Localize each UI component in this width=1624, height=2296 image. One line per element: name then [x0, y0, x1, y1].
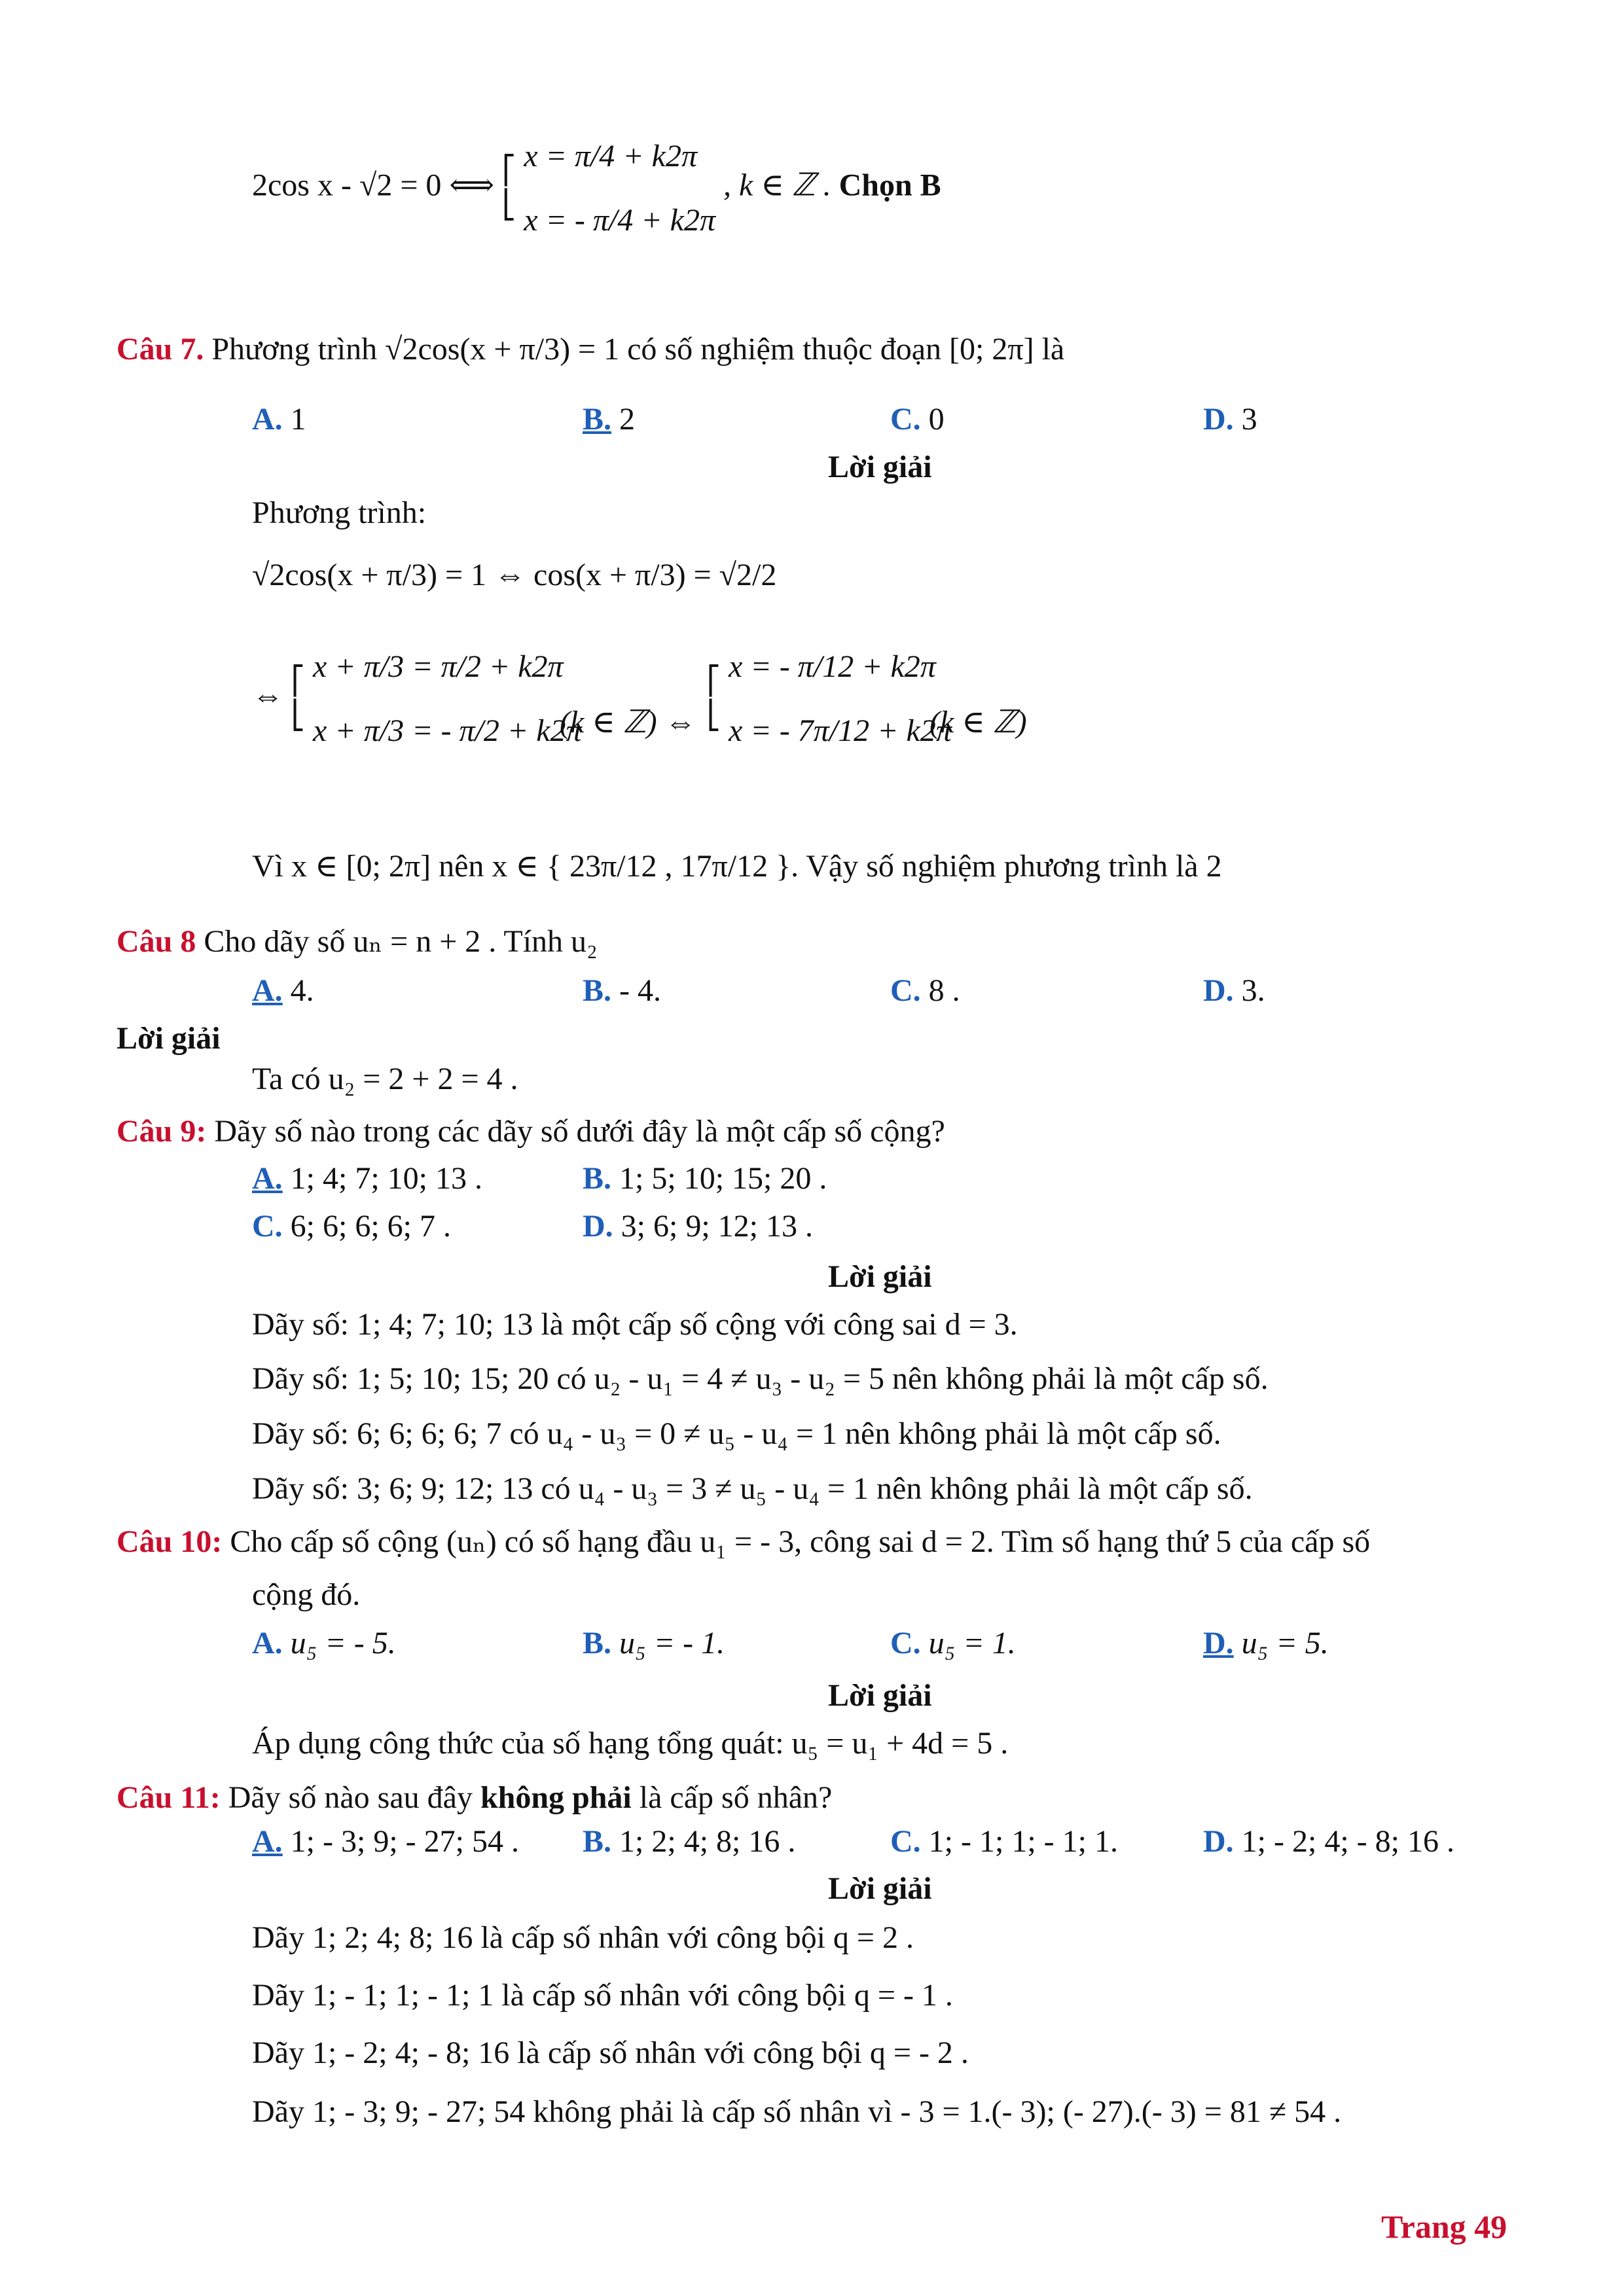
question-text: Dãy số nào trong các dãy số dưới đây là một cấp số cộng?	[214, 1114, 945, 1149]
option-value: 2	[619, 402, 636, 437]
q10-option-c[interactable]	[890, 1624, 1016, 1662]
q7-option-c[interactable]	[890, 401, 945, 439]
option-value: 1	[290, 402, 306, 437]
option-letter: C.	[890, 1626, 921, 1660]
option-letter: B.	[583, 973, 612, 1008]
option-letter: A.	[252, 402, 283, 437]
question-label: Câu 8	[117, 924, 196, 959]
question-text: Phương trình √2cos(x + π/3) = 1 có số nghiệm thuộc đoạn [0; 2π] là	[211, 332, 1065, 367]
question-text: Dãy số nào sau đây	[228, 1780, 473, 1815]
question-text: Cho dãy số uₙ = n + 2 . Tính u₂	[204, 924, 598, 959]
q11-option-d[interactable]	[1203, 1823, 1454, 1861]
page-number: Trang 49	[1381, 2208, 1507, 2245]
system-row: x = - π/12 + k2π	[729, 649, 936, 684]
option-value: 3	[1241, 402, 1257, 437]
q10-option-a[interactable]	[252, 1624, 396, 1662]
option-value: u₅ = 5.	[1241, 1626, 1329, 1660]
q8-option-c[interactable]	[890, 972, 960, 1010]
option-letter: B.	[583, 1161, 612, 1196]
q7-option-d[interactable]	[1203, 401, 1257, 439]
question-label: Câu 11:	[117, 1780, 221, 1815]
q10-option-d[interactable]	[1203, 1624, 1329, 1662]
system-row: x + π/3 = - π/2 + k2π	[313, 713, 582, 748]
q11-option-b[interactable]	[583, 1823, 795, 1861]
solution-line: Dãy 1; - 2; 4; - 8; 16 là cấp số nhân với công bội q = - 2 .	[252, 2036, 969, 2070]
question-8	[117, 923, 598, 961]
solution-line: Ta có u₂ = 2 + 2 = 4 .	[252, 1062, 518, 1096]
option-letter: D.	[1203, 1824, 1234, 1859]
option-letter: C.	[890, 973, 921, 1008]
option-value: 6; 6; 6; 6; 7 .	[290, 1209, 452, 1244]
solution-title: Lời giải	[828, 1678, 932, 1713]
option-letter: A.	[252, 973, 283, 1008]
option-value: 1; 5; 10; 15; 20 .	[619, 1161, 827, 1196]
solution-line: Vì x ∈ [0; 2π] nên x ∈ { 23π/12 , 17π/12 }. Vậy số nghiệm phương trình là 2	[252, 849, 1222, 884]
solution-system-line	[707, 648, 952, 749]
bracket: ⎡ ⎣	[502, 156, 516, 221]
solution-line: Dãy số: 1; 5; 10; 15; 20 có u₂ - u₁ = 4 ≠ u₃ - u₂ = 5 nên không phải là một cấp số.	[252, 1361, 1269, 1396]
equiv-symbol: ⇔	[252, 678, 283, 713]
solution-title: Lời giải	[828, 1259, 932, 1294]
option-value: 1; - 2; 4; - 8; 16 .	[1241, 1824, 1454, 1859]
option-value: 1; 2; 4; 8; 16 .	[619, 1824, 796, 1859]
option-value: 4.	[290, 973, 314, 1008]
option-value: u₅ = - 5.	[290, 1626, 396, 1660]
system-row: x = π/4 + k2π	[524, 139, 698, 173]
option-letter: C.	[252, 1209, 283, 1244]
solution-title: Lời giải	[828, 450, 932, 484]
q8-option-d[interactable]	[1203, 972, 1265, 1010]
question-text-bold: không phải	[480, 1780, 632, 1815]
solution-line: Dãy số: 3; 6; 9; 12; 13 có u₄ - u₃ = 3 ≠ u₅ - u₄ = 1 nên không phải là một cấp số.	[252, 1471, 1253, 1506]
solution-title: Lời giải	[828, 1871, 932, 1906]
bracket: ⎡ ⎣	[291, 666, 305, 731]
question-9	[117, 1113, 945, 1151]
prev-answer-lhs: 2cos x - √2 = 0 ⟺	[252, 168, 495, 203]
system-row: x = - π/4 + k2π	[524, 202, 716, 238]
option-letter: B.	[583, 1824, 612, 1859]
q8-option-b[interactable]	[583, 972, 661, 1010]
option-letter: C.	[890, 402, 921, 437]
solution-line: Phương trình:	[252, 495, 427, 530]
option-letter: D.	[1203, 402, 1234, 437]
question-text-cont: cộng đó.	[252, 1577, 361, 1612]
solution-line: Dãy số: 1; 4; 7; 10; 13 là một cấp số cộng với công sai d = 3.	[252, 1307, 1018, 1342]
option-letter: A.	[252, 1824, 283, 1859]
equation-system	[313, 648, 582, 749]
option-value: 1; 4; 7; 10; 13 .	[290, 1161, 483, 1196]
q8-option-a[interactable]	[252, 972, 314, 1010]
option-value: 1; - 1; 1; - 1; 1.	[928, 1824, 1118, 1859]
equation-system	[524, 137, 715, 239]
option-value: 3.	[1241, 973, 1265, 1008]
q9-option-d[interactable]	[583, 1208, 813, 1246]
option-letter: D.	[1203, 973, 1234, 1008]
option-letter: A.	[252, 1161, 283, 1196]
k-in-z: (k ∈ ℤ)	[929, 705, 1027, 740]
solution-line: Dãy 1; - 1; 1; - 1; 1 là cấp số nhân với công bội q = - 1 .	[252, 1978, 953, 2013]
option-value: 3; 6; 9; 12; 13 .	[621, 1209, 814, 1244]
bracket: ⎡ ⎣	[707, 666, 721, 731]
option-letter: C.	[890, 1824, 921, 1859]
question-10	[117, 1523, 1370, 1561]
solution-system-line	[252, 648, 582, 749]
option-value: 0	[928, 402, 945, 437]
option-letter: D.	[583, 1209, 613, 1244]
solution-line: √2cos(x + π/3) = 1 ⇔ cos(x + π/3) = √2/2	[252, 558, 777, 592]
system-row: x + π/3 = π/2 + k2π	[313, 649, 564, 684]
solution-line: Áp dụng công thức của số hạng tổng quát: u₅ = u₁ + 4d = 5 .	[252, 1726, 1009, 1761]
question-label: Câu 9:	[117, 1114, 207, 1149]
q9-option-b[interactable]	[583, 1160, 827, 1198]
question-7	[117, 331, 1064, 368]
question-11	[117, 1779, 832, 1817]
option-value: - 4.	[619, 973, 661, 1008]
q9-option-a[interactable]	[252, 1160, 482, 1198]
option-value: 8 .	[928, 973, 960, 1008]
solution-line: Dãy 1; 2; 4; 8; 16 là cấp số nhân với công bội q = 2 .	[252, 1920, 914, 1955]
question-text: Cho cấp số cộng (uₙ) có số hạng đầu u₁ = - 3, công sai d = 2. Tìm số hạng thứ 5 của cấp số	[230, 1524, 1371, 1559]
system-row: x = - 7π/12 + k2π	[729, 713, 952, 748]
q7-option-b[interactable]	[583, 401, 635, 439]
question-text: là cấp số nhân?	[639, 1780, 833, 1815]
option-letter: B.	[583, 402, 612, 437]
equation-system	[729, 648, 952, 749]
solution-line: Dãy 1; - 3; 9; - 27; 54 không phải là cấp số nhân vì - 3 = 1.(- 3); (- 27).(- 3) = 81 ≠ 54 .	[252, 2094, 1342, 2129]
q7-option-a[interactable]	[252, 401, 306, 439]
option-value: u₅ = 1.	[928, 1626, 1016, 1660]
choose-answer: Chọn B	[839, 168, 941, 203]
q9-option-c[interactable]	[252, 1208, 451, 1246]
option-letter: D.	[1203, 1626, 1234, 1660]
k-in-z: (k ∈ ℤ) ⇔	[560, 705, 696, 740]
option-letter: B.	[583, 1626, 612, 1660]
prev-answer-line	[252, 137, 941, 239]
option-letter: A.	[252, 1626, 283, 1660]
q11-option-a[interactable]	[252, 1823, 519, 1861]
q10-option-b[interactable]	[583, 1624, 725, 1662]
option-value: u₅ = - 1.	[619, 1626, 725, 1660]
question-label: Câu 10:	[117, 1524, 223, 1559]
solution-line: Dãy số: 6; 6; 6; 6; 7 có u₄ - u₃ = 0 ≠ u₅ - u₄ = 1 nên không phải là một cấp số.	[252, 1416, 1221, 1451]
question-label: Câu 7.	[117, 332, 204, 367]
option-value: 1; - 3; 9; - 27; 54 .	[290, 1824, 519, 1859]
q11-option-c[interactable]	[890, 1823, 1118, 1861]
prev-answer-tail: , k ∈ ℤ .	[723, 168, 831, 203]
solution-title: Lời giải	[117, 1021, 221, 1056]
